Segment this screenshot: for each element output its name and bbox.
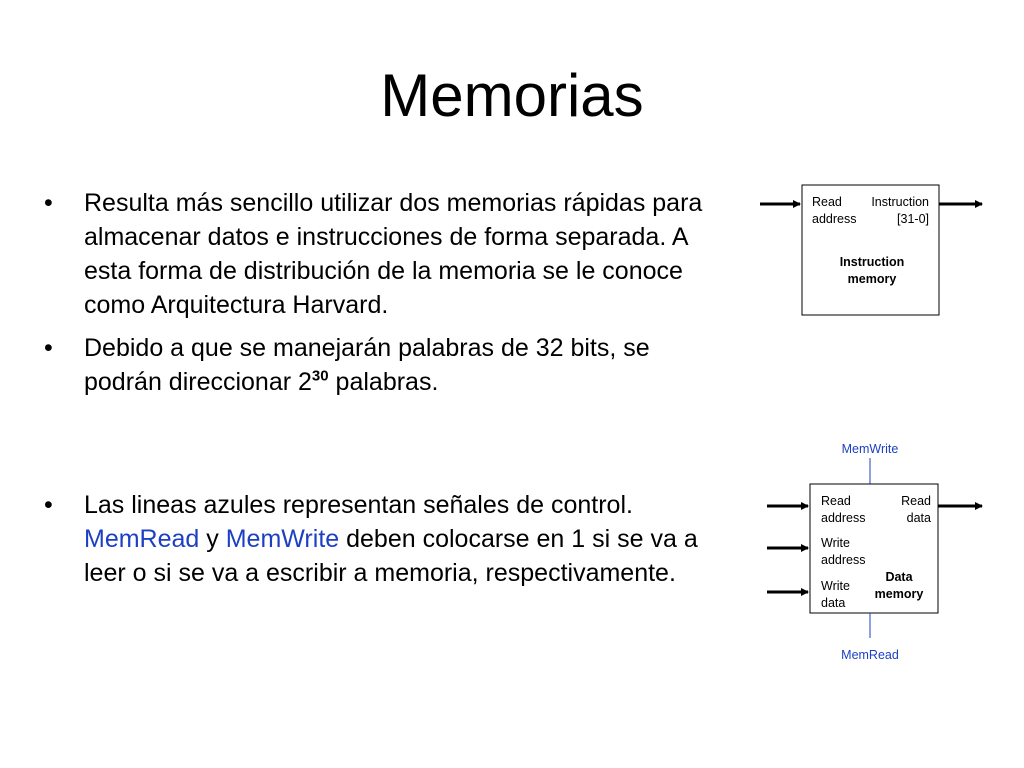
data-memory-diagram [755,438,995,668]
bullet-addressing [44,331,734,399]
connector-text: y [199,525,226,553]
memwrite-signal-text: MemWrite [225,525,340,553]
write-data-label: Write [821,579,850,593]
bullet-text-start: Debido a que se manejarán palabras de 32 bits, se podrán direccionar 2 [84,334,650,396]
slide-title: Memorias [380,62,644,129]
exponent: 30 [311,367,329,385]
data-memory-name-2: memory [874,587,924,601]
bullet-text-start: Las lineas azules representan señales de control. [84,491,633,519]
write-data-label-2: data [821,596,846,610]
instruction-label: Instruction [871,195,929,209]
bullet-harvard [44,186,734,322]
read-data-label-2: data [906,511,931,525]
bullet-marker: • [44,491,53,519]
bullet-text [84,331,734,399]
address-label: address [812,212,857,226]
bits-label: [31-0] [897,212,929,226]
read-address-label: Read [821,494,851,508]
instruction-memory-name: Instruction [839,255,905,269]
write-address-label-2: address [821,553,866,567]
bullet-text: Resulta más sencillo utilizar dos memorias rápidas para almacenar datos e instrucciones de forma separada. A esta forma de distribución de la memoria se le conoce como Arquitectura Harvard. [84,189,703,319]
bullet-control-signals [44,488,734,590]
memread-signal-text: MemRead [84,525,200,553]
bullet-marker: • [44,189,53,217]
bullet-marker: • [44,334,53,362]
write-address-label: Write [821,536,850,550]
data-memory-name: Data [885,570,913,584]
bullet-text [84,488,734,590]
memwrite-label: MemWrite [841,442,899,456]
memread-label: MemRead [841,648,899,662]
read-data-label: Read [901,494,931,508]
instruction-memory-diagram [750,180,990,325]
read-label: Read [812,195,842,209]
read-address-label-2: address [821,511,866,525]
bullet-text-end: palabras. [328,368,439,396]
instruction-memory-name-2: memory [847,272,897,286]
bullet-text-end: deben colocarse en 1 si se va a leer o si se va a escribir a memoria, respectivamente. [84,525,698,587]
